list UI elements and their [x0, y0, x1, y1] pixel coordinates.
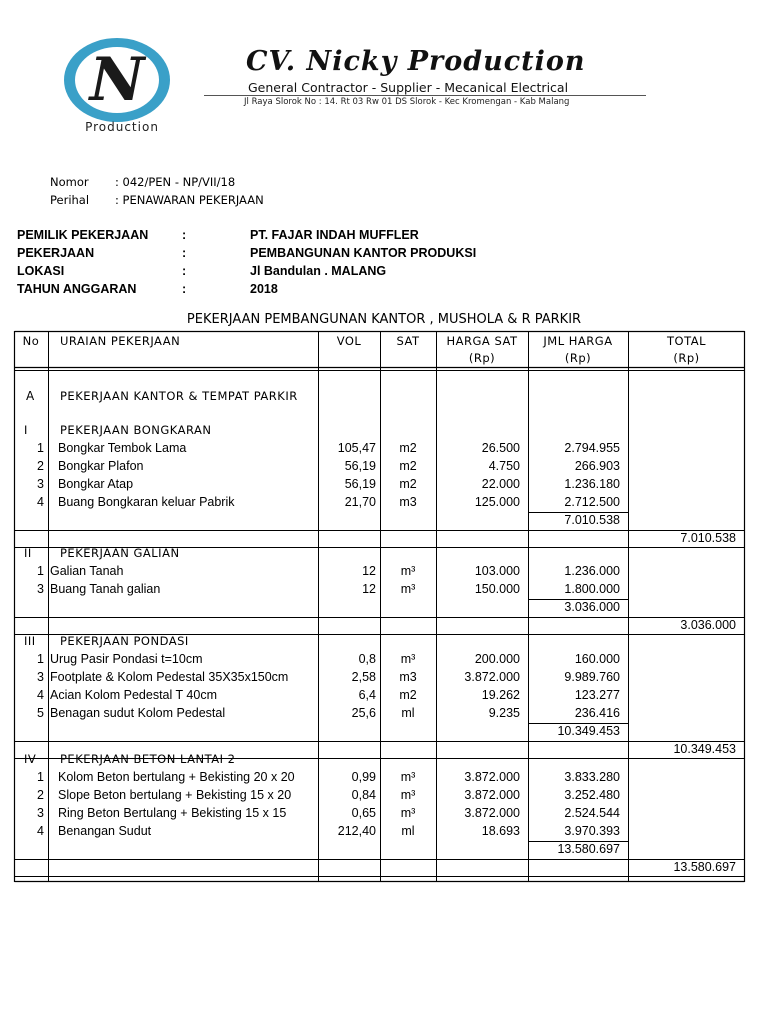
perihal-label: Perihal [50, 193, 90, 207]
group-no: III [24, 634, 36, 648]
item-jumlah: 160.000 [574, 652, 620, 666]
group-no: I [24, 423, 28, 437]
info-value: PEMBANGUNAN KANTOR PRODUKSI [250, 246, 477, 260]
nomor-value: : 042/PEN - NP/VII/18 [115, 175, 236, 189]
company-tagline: General Contractor - Supplier - Mecanical Electrical [248, 80, 569, 95]
group-subtotal: 10.349.453 [557, 724, 620, 738]
item-sat: m2 [399, 477, 417, 491]
item-jumlah: 2.524.544 [564, 806, 620, 820]
item-desc: Urug Pasir Pondasi t=10cm [50, 652, 203, 666]
item-desc: Bongkar Atap [58, 477, 134, 491]
item-desc: Benangan Sudut [58, 824, 152, 838]
item-sat: m³ [400, 806, 416, 820]
item-vol: 2,58 [351, 670, 376, 684]
item-harga: 9.235 [488, 706, 520, 720]
item-sat: m³ [400, 788, 416, 802]
item-vol: 0,8 [358, 652, 376, 666]
group-subtotal: 3.036.000 [564, 600, 620, 614]
header-total-unit: (Rp) [673, 351, 700, 365]
header-harga-sat: HARGA SAT [446, 334, 518, 348]
info-label: PEMILIK PEKERJAAN [17, 228, 149, 242]
section-a-no: A [26, 389, 35, 403]
item-sat: m2 [399, 441, 417, 455]
group-title: PEKERJAAN BONGKARAN [60, 423, 212, 437]
item-sat: ml [401, 706, 415, 720]
header-total: TOTAL [667, 334, 706, 348]
info-sep: : [182, 246, 187, 260]
item-no: 3 [37, 670, 44, 684]
item-jumlah: 123.277 [574, 688, 620, 702]
info-label: PEKERJAAN [17, 246, 95, 260]
header-harga-sat-unit: (Rp) [468, 351, 496, 365]
item-no: 2 [37, 788, 44, 802]
info-sep: : [182, 282, 187, 296]
item-no: 4 [37, 495, 44, 509]
info-value: Jl Bandulan . MALANG [250, 264, 387, 278]
header-vol: VOL [336, 334, 362, 348]
item-harga: 3.872.000 [464, 806, 520, 820]
company-logo [62, 36, 172, 126]
item-harga: 3.872.000 [464, 788, 520, 802]
item-desc: Bongkar Tembok Lama [58, 441, 187, 455]
item-sat: m³ [400, 770, 416, 784]
item-sat: m3 [399, 495, 417, 509]
item-jumlah: 1.236.180 [564, 477, 620, 491]
item-harga: 18.693 [481, 824, 520, 838]
item-no: 1 [37, 441, 44, 455]
item-jumlah: 2.712.500 [564, 495, 620, 509]
item-desc: Kolom Beton bertulang + Bekisting 20 x 20 [58, 770, 295, 784]
item-vol: 105,47 [337, 441, 376, 455]
logo-label: Production [85, 120, 159, 134]
info-label: TAHUN ANGGARAN [17, 282, 137, 296]
item-sat: m2 [399, 688, 417, 702]
item-harga: 3.872.000 [464, 670, 520, 684]
item-desc: Benagan sudut Kolom Pedestal [50, 706, 226, 720]
item-harga: 4.750 [488, 459, 520, 473]
company-address: Jl Raya Slorok No : 14. Rt 03 Rw 01 DS Slorok - Kec Kromengan - Kab Malang [244, 97, 570, 107]
item-jumlah: 1.800.000 [564, 582, 620, 596]
item-no: 1 [37, 770, 44, 784]
item-vol: 0,84 [351, 788, 376, 802]
group-total: 3.036.000 [680, 618, 736, 632]
item-harga: 103.000 [474, 564, 520, 578]
header-divider [204, 95, 646, 96]
item-jumlah: 3.970.393 [564, 824, 620, 838]
header-uraian: URAIAN PEKERJAAN [60, 334, 181, 348]
item-desc: Ring Beton Bertulang + Bekisting 15 x 15 [58, 806, 287, 820]
header-jml-harga: JML HARGA [543, 334, 613, 348]
item-sat: m³ [400, 582, 416, 596]
perihal-value: : PENAWARAN PEKERJAAN [115, 193, 264, 207]
logo-letter: N [89, 45, 145, 115]
item-no: 3 [37, 477, 44, 491]
item-sat: m2 [399, 459, 417, 473]
group-title: PEKERJAAN PONDASI [60, 634, 189, 648]
item-jumlah: 2.794.955 [564, 441, 620, 455]
info-value: 2018 [250, 282, 278, 296]
item-jumlah: 236.416 [574, 706, 620, 720]
item-vol: 21,70 [344, 495, 376, 509]
item-harga: 125.000 [474, 495, 520, 509]
item-vol: 56,19 [344, 477, 376, 491]
group-total: 10.349.453 [673, 742, 736, 756]
item-desc: Slope Beton bertulang + Bekisting 15 x 20 [58, 788, 292, 802]
item-vol: 56,19 [344, 459, 376, 473]
group-no: IV [24, 752, 37, 766]
item-no: 3 [37, 806, 44, 820]
header-no: No [22, 334, 40, 348]
item-desc: Buang Tanah galian [50, 582, 161, 596]
group-no: II [24, 546, 32, 560]
item-desc: Buang Bongkaran keluar Pabrik [58, 495, 235, 509]
header-sat: SAT [396, 334, 420, 348]
item-jumlah: 9.989.760 [564, 670, 620, 684]
group-subtotal: 7.010.538 [564, 513, 620, 527]
item-no: 1 [37, 652, 44, 666]
item-jumlah: 266.903 [574, 459, 620, 473]
item-no: 4 [37, 688, 44, 702]
item-vol: 212,40 [337, 824, 376, 838]
item-vol: 25,6 [351, 706, 376, 720]
info-sep: : [182, 228, 187, 242]
nomor-label: Nomor [50, 175, 89, 189]
item-jumlah: 3.833.280 [564, 770, 620, 784]
item-harga: 3.872.000 [464, 770, 520, 784]
cost-table [14, 331, 745, 882]
group-total: 13.580.697 [673, 860, 736, 874]
item-harga: 26.500 [481, 441, 520, 455]
item-jumlah: 3.252.480 [564, 788, 620, 802]
item-harga: 22.000 [481, 477, 520, 491]
item-harga: 19.262 [481, 688, 520, 702]
group-total: 7.010.538 [680, 531, 736, 545]
table-title: PEKERJAAN PEMBANGUNAN KANTOR , MUSHOLA & R PARKIR [186, 312, 582, 327]
item-no: 1 [37, 564, 44, 578]
item-harga: 150.000 [474, 582, 520, 596]
info-label: LOKASI [17, 264, 65, 278]
company-name: CV. Nicky Production [246, 46, 586, 77]
item-vol: 0,99 [351, 770, 376, 784]
item-harga: 200.000 [474, 652, 520, 666]
item-sat: m³ [400, 652, 416, 666]
section-a-title: PEKERJAAN KANTOR & TEMPAT PARKIR [60, 389, 298, 403]
header-jml-harga-unit: (Rp) [564, 351, 592, 365]
group-title: PEKERJAAN BETON LANTAI 2 [60, 752, 236, 766]
item-desc: Bongkar Plafon [58, 459, 144, 473]
group-title: PEKERJAAN GALIAN [60, 546, 180, 560]
info-sep: : [182, 264, 187, 278]
group-subtotal: 13.580.697 [557, 842, 620, 856]
item-jumlah: 1.236.000 [564, 564, 620, 578]
item-sat: m3 [399, 670, 417, 684]
item-vol: 0,65 [351, 806, 376, 820]
item-desc: Acian Kolom Pedestal T 40cm [50, 688, 217, 702]
item-sat: ml [401, 824, 415, 838]
item-desc: Galian Tanah [50, 564, 124, 578]
item-no: 2 [37, 459, 44, 473]
item-vol: 12 [362, 582, 376, 596]
item-no: 5 [37, 706, 44, 720]
item-no: 3 [37, 582, 44, 596]
item-no: 4 [37, 824, 44, 838]
info-value: PT. FAJAR INDAH MUFFLER [250, 228, 419, 242]
item-vol: 12 [362, 564, 376, 578]
item-sat: m³ [400, 564, 416, 578]
item-desc: Footplate & Kolom Pedestal 35X35x150cm [50, 670, 289, 684]
item-vol: 6,4 [358, 688, 376, 702]
